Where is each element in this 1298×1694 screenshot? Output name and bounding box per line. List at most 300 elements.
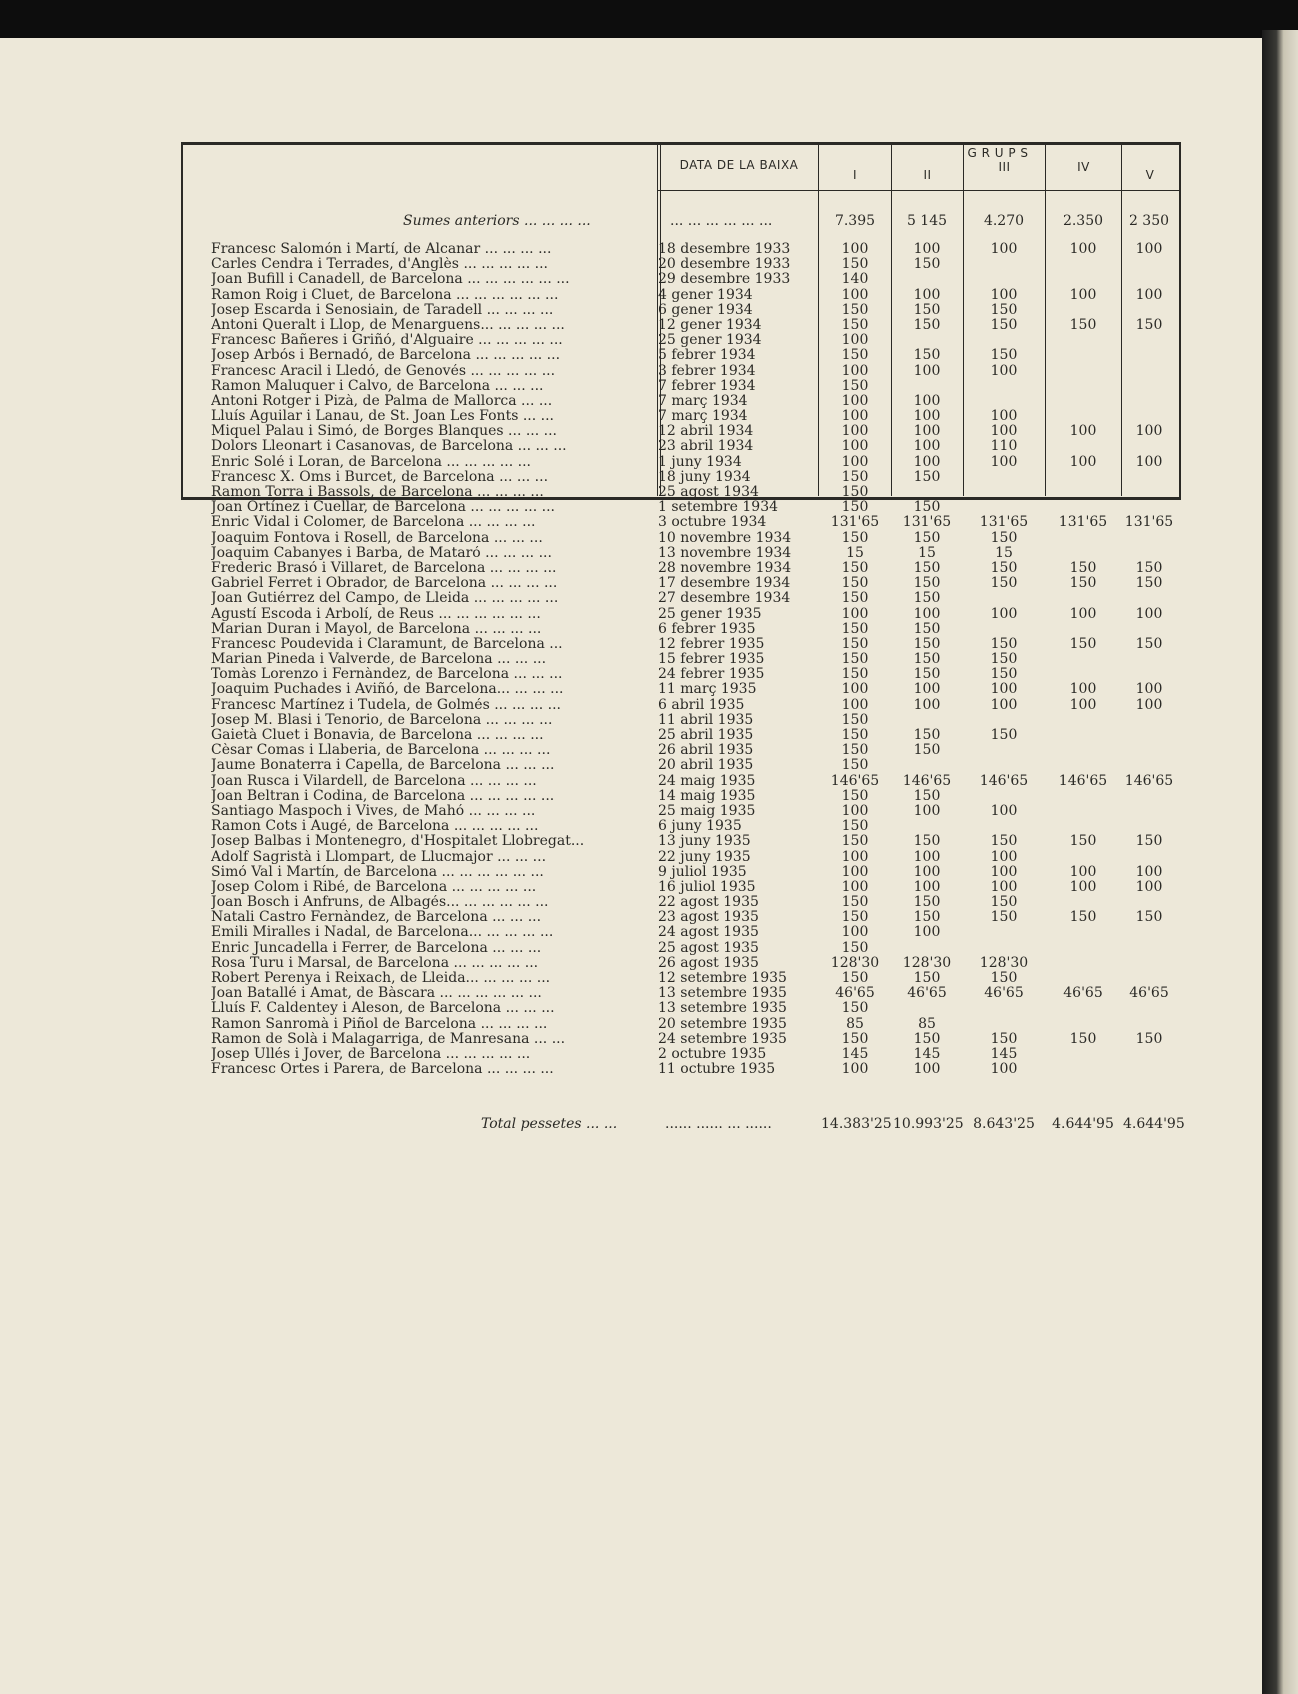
- leave-date: 20 setembre 1935: [658, 1016, 787, 1032]
- group-amount: 150: [841, 635, 869, 652]
- total-value: 8.643'25: [973, 1116, 1035, 1132]
- group-amount: 100: [841, 241, 869, 257]
- table-row: [181, 394, 1179, 409]
- group-amount: 145: [913, 1045, 941, 1062]
- group-amount: 150: [841, 711, 869, 728]
- group-amount: 150: [1069, 909, 1097, 926]
- leave-date: 13 setembre 1935: [658, 986, 787, 1002]
- group-amount: 100: [841, 286, 869, 303]
- group-amount: 150: [1069, 1030, 1097, 1047]
- group-amount: 150: [1135, 575, 1163, 592]
- table-row: [181, 1001, 1179, 1016]
- member-name: Simó Val i Martín, de Barcelona ... ... ... ... ... ...: [211, 864, 544, 880]
- member-name: Agustí Escoda i Arbolí, de Reus ... ... ... ... ... ...: [211, 606, 541, 622]
- leave-date: 11 abril 1935: [658, 712, 754, 728]
- group-amount: 150: [913, 301, 941, 318]
- group-amount: 100: [990, 286, 1018, 303]
- group-amount: 100: [841, 408, 869, 425]
- group-amount: 100: [990, 802, 1018, 819]
- group-amount: 100: [1135, 241, 1163, 257]
- member-name: Ramon Torra i Bassols, de Barcelona ... ... ... ...: [211, 485, 544, 500]
- member-name: Adolf Sagristà i Llompart, de Llucmajor ... ... ...: [211, 849, 547, 865]
- member-name: Frederic Brasó i Villaret, de Barcelona ... ... ... ...: [211, 560, 557, 576]
- previous-sums-date: ... ... ... ... ... ...: [670, 213, 773, 229]
- group-amount: 100: [990, 681, 1018, 698]
- member-name: Cèsar Comas i Llaberia, de Barcelona ... ... ... ...: [211, 743, 551, 759]
- group-amount: 150: [990, 316, 1018, 333]
- group-amount: 150: [913, 909, 941, 926]
- group-amount: 100: [913, 863, 941, 880]
- group-amount: 150: [990, 635, 1018, 652]
- leave-date: 26 agost 1935: [658, 955, 759, 971]
- member-name: Robert Perenya i Reixach, de Lleida... ... ... ... ...: [211, 971, 551, 986]
- group-amount: 100: [1135, 863, 1163, 880]
- group-amount: 85: [918, 1015, 936, 1032]
- table-row: [181, 865, 1179, 880]
- table-row: [181, 789, 1179, 804]
- group-amount: 150: [841, 894, 869, 911]
- group-amount: 150: [841, 818, 869, 835]
- leave-date: 3 febrer 1934: [658, 363, 756, 379]
- group-amount: 131'65: [1058, 514, 1108, 531]
- group-amount: 150: [841, 1030, 869, 1047]
- table-row: [181, 758, 1179, 773]
- member-name: Joan Beltran i Codina, de Barcelona ... ... ... ... ...: [211, 788, 555, 804]
- member-name: Francesc Bañeres i Griñó, d'Alguaire ... ... ... ... ...: [211, 333, 563, 349]
- member-name: Emili Miralles i Nadal, de Barcelona... ... ... ... ...: [211, 925, 554, 941]
- group-amount: 150: [913, 894, 941, 911]
- member-name: Gaietà Cluet i Bonavia, de Barcelona ... ... ... ...: [211, 728, 544, 743]
- page-edge: [1262, 30, 1298, 1694]
- table-row: [181, 333, 1179, 348]
- table-row: [181, 667, 1179, 682]
- group-amount: 100: [990, 408, 1018, 425]
- group-amount: 150: [913, 559, 941, 576]
- group-amount: 100: [1135, 696, 1163, 713]
- group-amount: 150: [913, 742, 941, 759]
- leave-date: 11 octubre 1935: [658, 1062, 776, 1078]
- leave-date: 20 abril 1935: [658, 758, 754, 774]
- group-amount: 150: [913, 575, 941, 592]
- leave-date: 18 desembre 1933: [658, 242, 791, 257]
- previous-sums-label: Sumes anteriors ... ... ... ...: [403, 213, 591, 229]
- member-name: Natali Castro Fernàndez, de Barcelona ... ... ...: [211, 910, 542, 926]
- group-header-i: I: [852, 168, 858, 182]
- member-name: Joan Rusca i Vilardell, de Barcelona ... ... ... ...: [211, 773, 537, 789]
- leave-date: 27 desembre 1934: [658, 591, 791, 607]
- total-label: Total pessetes ... ...: [481, 1116, 618, 1132]
- leave-date: 5 febrer 1934: [658, 348, 756, 364]
- group-amount: 150: [841, 833, 869, 850]
- group-amount: 100: [1069, 605, 1097, 622]
- group-amount: 150: [841, 559, 869, 576]
- table-row: [181, 956, 1179, 971]
- leave-date: 25 agost 1934: [658, 485, 759, 500]
- group-amount: 150: [841, 256, 869, 273]
- group-amount: 100: [841, 924, 869, 941]
- group-amount: 150: [841, 575, 869, 592]
- table-row: [181, 971, 1179, 986]
- table-row: [181, 379, 1179, 394]
- group-amount: 100: [990, 1061, 1018, 1078]
- group-amount: 100: [1069, 681, 1097, 698]
- table-row: [181, 743, 1179, 758]
- member-name: Ramon de Solà i Malagarriga, de Manresana ... ...: [211, 1031, 566, 1047]
- group-amount: 150: [990, 301, 1018, 318]
- member-name: Francesc X. Oms i Burcet, de Barcelona ... ... ...: [211, 469, 549, 485]
- table-row: [181, 637, 1179, 652]
- leave-date: 28 novembre 1934: [658, 560, 792, 576]
- group-amount: 145: [990, 1045, 1018, 1062]
- group-amount: 150: [841, 787, 869, 804]
- group-amount: 100: [913, 423, 941, 440]
- member-name: Josep Arbós i Bernadó, de Barcelona ... ... ... ... ...: [211, 348, 561, 364]
- member-name: Marian Duran i Mayol, de Barcelona ... ... ... ...: [211, 621, 542, 637]
- leave-date: 24 agost 1935: [658, 925, 759, 941]
- table-row: [181, 561, 1179, 576]
- leave-date: 7 març 1934: [658, 393, 748, 409]
- group-amount: 150: [1135, 909, 1163, 926]
- leave-date: 24 febrer 1935: [658, 667, 765, 683]
- leave-date: 11 març 1935: [658, 682, 757, 698]
- member-name: Josep Colom i Ribé, de Barcelona ... ... ... ... ...: [211, 879, 537, 895]
- group-amount: 100: [990, 423, 1018, 440]
- leave-date: 12 setembre 1935: [658, 971, 787, 986]
- group-amount: 100: [841, 362, 869, 379]
- leave-date: 24 maig 1935: [658, 773, 756, 789]
- leave-date: 24 setembre 1935: [658, 1031, 787, 1047]
- table-row: [181, 485, 1179, 500]
- group-amount: 100: [990, 878, 1018, 895]
- group-amount: 150: [841, 468, 869, 485]
- group-amount: 150: [913, 529, 941, 546]
- member-name: Joan Gutiérrez del Campo, de Lleida ... ... ... ... ...: [211, 591, 559, 607]
- member-name: Josep Ullés i Jover, de Barcelona ... ... ... ... ...: [211, 1046, 531, 1062]
- member-name: Enric Solé i Loran, de Barcelona ... ... ... ... ...: [211, 454, 531, 470]
- group-amount: 100: [913, 392, 941, 409]
- leave-date: 20 desembre 1933: [658, 257, 791, 273]
- group-amount: 100: [841, 878, 869, 895]
- table-row: [181, 986, 1179, 1001]
- group-amount: 128'30: [979, 954, 1029, 971]
- total-value: 14.383'25: [821, 1116, 892, 1132]
- group-amount: 150: [913, 499, 941, 516]
- member-name: Francesc Aracil i Lledó, de Genovés ... ... ... ... ...: [211, 363, 556, 379]
- member-name: Ramon Maluquer i Calvo, de Barcelona ... ... ...: [211, 378, 544, 394]
- group-amount: 100: [841, 863, 869, 880]
- table-row: [181, 622, 1179, 637]
- table-row: [181, 515, 1179, 530]
- member-name: Francesc Ortes i Parera, de Barcelona ... ... ... ...: [211, 1062, 554, 1078]
- group-amount: 100: [990, 605, 1018, 622]
- leave-date: 2 octubre 1935: [658, 1046, 767, 1062]
- table-row: [181, 576, 1179, 591]
- group-amount: 150: [841, 377, 869, 394]
- table-row: [181, 850, 1179, 865]
- table-row: [181, 728, 1179, 743]
- group-amount: 150: [913, 468, 941, 485]
- member-rows: [181, 242, 1179, 1077]
- group-amount: 131'65: [1124, 514, 1174, 531]
- total-row: [181, 1116, 1185, 1132]
- group-amount: 146'65: [902, 772, 952, 789]
- previous-sum-value: 5 145: [906, 213, 948, 229]
- group-amount: 100: [841, 802, 869, 819]
- leave-date: 22 agost 1935: [658, 895, 759, 911]
- leave-date: 1 juny 1934: [658, 454, 742, 470]
- group-amount: 46'65: [835, 985, 875, 1002]
- leave-date: 16 juliol 1935: [658, 879, 756, 895]
- leave-date: 13 juny 1935: [658, 834, 751, 850]
- leave-date: 23 agost 1935: [658, 910, 759, 926]
- total-value: 10.993'25: [893, 1116, 964, 1132]
- group-amount: 100: [1069, 241, 1097, 257]
- group-amount: 100: [913, 438, 941, 455]
- table-row: [181, 470, 1179, 485]
- group-amount: 100: [913, 802, 941, 819]
- group-amount: 100: [1135, 878, 1163, 895]
- table-row: [181, 591, 1179, 606]
- group-amount: 150: [913, 347, 941, 364]
- leave-date: 29 desembre 1933: [658, 272, 791, 288]
- group-amount: 150: [913, 590, 941, 607]
- group-amount: 100: [990, 863, 1018, 880]
- group-amount: 150: [990, 666, 1018, 683]
- member-name: Josep Balbas i Montenegro, d'Hospitalet Llobregat...: [211, 834, 585, 850]
- group-amount: 100: [841, 696, 869, 713]
- member-name: Lluís F. Caldentey i Aleson, de Barcelona ... ... ...: [211, 1001, 555, 1017]
- group-amount: 150: [913, 970, 941, 986]
- table-row: [181, 819, 1179, 834]
- table-row: [181, 546, 1179, 561]
- table-row: [181, 1047, 1179, 1062]
- group-amount: 150: [841, 301, 869, 318]
- member-name: Antoni Queralt i Llop, de Menarguens... ... ... ... ...: [211, 317, 565, 333]
- leave-date: 4 gener 1934: [658, 287, 753, 303]
- member-name: Ramon Sanromà i Piñol de Barcelona ... ... ... ...: [211, 1016, 548, 1032]
- group-amount: 15: [995, 544, 1013, 561]
- member-name: Ramon Cots i Augé, de Barcelona ... ... ... ... ...: [211, 819, 539, 835]
- group-amount: 150: [990, 970, 1018, 986]
- leave-date: 25 gener 1935: [658, 606, 762, 622]
- member-name: Ramon Roig i Cluet, de Barcelona ... ... ... ... ... ...: [211, 287, 559, 303]
- total-value: 4.644'95: [1052, 1116, 1114, 1132]
- group-amount: 100: [990, 453, 1018, 470]
- leave-date: 9 juliol 1935: [658, 864, 747, 880]
- group-amount: 46'65: [907, 985, 947, 1002]
- table-row: [181, 941, 1179, 956]
- group-amount: 150: [1135, 316, 1163, 333]
- group-amount: 100: [841, 438, 869, 455]
- leave-date: 10 novembre 1934: [658, 530, 792, 546]
- member-name: Joan Bosch i Anfruns, de Albagés... ... ... ... ... ...: [211, 895, 549, 911]
- leave-date: 13 novembre 1934: [658, 545, 792, 561]
- group-amount: 150: [913, 635, 941, 652]
- group-amount: 100: [1069, 286, 1097, 303]
- leave-date: 6 abril 1935: [658, 697, 745, 713]
- group-header-iii: III: [998, 160, 1011, 174]
- leave-date: 7 març 1934: [658, 409, 748, 425]
- group-amount: 150: [841, 620, 869, 637]
- member-name: Joan Ortínez i Cuellar, de Barcelona ... ... ... ... ...: [211, 500, 555, 516]
- group-amount: 150: [913, 651, 941, 668]
- leave-date: 3 octubre 1934: [658, 515, 767, 531]
- leave-date: 25 abril 1935: [658, 728, 754, 743]
- table-row: [181, 257, 1179, 272]
- group-amount: 100: [913, 878, 941, 895]
- table-row: [181, 652, 1179, 667]
- leave-date: 23 abril 1934: [658, 439, 754, 455]
- group-amount: 100: [1069, 696, 1097, 713]
- group-amount: 110: [990, 438, 1018, 455]
- table-row: [181, 409, 1179, 424]
- group-amount: 150: [841, 347, 869, 364]
- leave-date: 14 maig 1935: [658, 788, 756, 804]
- group-amount: 150: [913, 316, 941, 333]
- member-name: Marian Pineda i Valverde, de Barcelona ... ... ...: [211, 652, 547, 668]
- group-amount: 150: [990, 833, 1018, 850]
- member-name: Rosa Turu i Marsal, de Barcelona ... ... ... ... ...: [211, 955, 539, 971]
- leave-date: 6 febrer 1935: [658, 621, 756, 637]
- group-amount: 150: [913, 727, 941, 743]
- member-name: Francesc Poudevida i Claramunt, de Barcelona ...: [211, 636, 563, 652]
- group-amount: 131'65: [902, 514, 952, 531]
- table-row: [181, 272, 1179, 287]
- group-header-v: V: [1145, 168, 1155, 182]
- group-amount: 150: [990, 894, 1018, 911]
- group-amount: 146'65: [979, 772, 1029, 789]
- group-amount: 150: [1135, 1030, 1163, 1047]
- group-amount: 100: [1069, 878, 1097, 895]
- group-amount: 150: [841, 590, 869, 607]
- group-amount: 150: [990, 727, 1018, 743]
- group-amount: 100: [841, 681, 869, 698]
- group-amount: 150: [990, 651, 1018, 668]
- previous-sum-value: 7.395: [834, 213, 876, 229]
- group-amount: 150: [990, 347, 1018, 364]
- group-amount: 100: [913, 241, 941, 257]
- leave-date: 26 abril 1935: [658, 743, 754, 759]
- table-row: [181, 364, 1179, 379]
- leave-date: 6 juny 1935: [658, 819, 742, 835]
- member-name: Enric Vidal i Colomer, de Barcelona ... ... ... ...: [211, 515, 536, 531]
- group-amount: 140: [841, 271, 869, 288]
- group-amount: 100: [913, 408, 941, 425]
- previous-sums-row: [181, 214, 1179, 229]
- table-row: [181, 880, 1179, 895]
- leave-date: 12 abril 1934: [658, 424, 754, 440]
- table-row: [181, 774, 1179, 789]
- group-amount: 150: [1069, 559, 1097, 576]
- group-amount: 150: [913, 256, 941, 273]
- table-row: [181, 318, 1179, 333]
- group-amount: 100: [913, 848, 941, 865]
- group-amount: 150: [990, 529, 1018, 546]
- group-amount: 100: [913, 286, 941, 303]
- group-amount: 100: [913, 362, 941, 379]
- grups-header: G R U P S: [967, 146, 1029, 160]
- group-amount: 100: [913, 1061, 941, 1078]
- group-amount: 131'65: [979, 514, 1029, 531]
- group-amount: 100: [841, 453, 869, 470]
- group-header-iv: IV: [1077, 160, 1090, 174]
- group-amount: 150: [913, 787, 941, 804]
- table-row: [181, 1032, 1179, 1047]
- table-row: [181, 804, 1179, 819]
- group-amount: 150: [841, 757, 869, 774]
- member-name: Joan Batallé i Amat, de Bàscara ... ... ... ... ... ...: [211, 986, 542, 1002]
- member-name: Francesc Salomón i Martí, de Alcanar ... ... ... ...: [211, 242, 552, 257]
- leave-date: 18 juny 1934: [658, 469, 751, 485]
- table-row: [181, 303, 1179, 318]
- member-name: Jaume Bonaterra i Capella, de Barcelona ... ... ...: [211, 758, 555, 774]
- group-amount: 150: [841, 1000, 869, 1017]
- member-name: Joaquim Fontova i Rosell, de Barcelona ... ... ...: [211, 530, 543, 546]
- member-name: Joan Bufill i Canadell, de Barcelona ... ... ... ... ... ...: [211, 272, 570, 288]
- group-amount: 15: [918, 544, 936, 561]
- group-amount: 100: [841, 605, 869, 622]
- member-name: Antoni Rotger i Pizà, de Palma de Mallorca ... ...: [211, 393, 553, 409]
- member-name: Josep Escarda i Senosiain, de Taradell ... ... ... ...: [211, 302, 554, 318]
- leave-date: 25 agost 1935: [658, 940, 759, 956]
- table-row: [181, 925, 1179, 940]
- group-amount: 150: [841, 909, 869, 926]
- date-column-header: DATA DE LA BAIXA: [679, 158, 799, 172]
- previous-sum-value: 4.270: [983, 213, 1025, 229]
- group-amount: 150: [1069, 833, 1097, 850]
- group-amount: 85: [846, 1015, 864, 1032]
- group-amount: 150: [841, 727, 869, 743]
- group-amount: 100: [990, 848, 1018, 865]
- table-row: [181, 895, 1179, 910]
- previous-sum-value: 2 350: [1128, 213, 1170, 229]
- group-amount: 100: [841, 1061, 869, 1078]
- group-amount: 100: [1135, 423, 1163, 440]
- header-rule: [657, 190, 1179, 191]
- member-name: Carles Cendra i Terrades, d'Anglès ... ... ... ... ...: [211, 257, 548, 273]
- member-name: Josep M. Blasi i Tenorio, de Barcelona ... ... ... ...: [211, 712, 553, 728]
- group-amount: 150: [1135, 833, 1163, 850]
- group-amount: 100: [1069, 453, 1097, 470]
- group-amount: 150: [1135, 635, 1163, 652]
- group-amount: 150: [990, 909, 1018, 926]
- leave-date: 12 gener 1934: [658, 317, 762, 333]
- total-value: 4.644'95: [1123, 1116, 1185, 1132]
- member-name: Joaquim Cabanyes i Barba, de Mataró ... ... ... ...: [211, 545, 552, 561]
- group-amount: 100: [841, 392, 869, 409]
- table-row: [181, 455, 1179, 470]
- contributions-table: [181, 142, 1185, 1132]
- group-amount: 150: [841, 651, 869, 668]
- group-amount: 100: [990, 362, 1018, 379]
- group-amount: 100: [1069, 423, 1097, 440]
- group-amount: 146'65: [1058, 772, 1108, 789]
- group-amount: 128'30: [902, 954, 952, 971]
- group-amount: 150: [841, 484, 869, 500]
- group-amount: 150: [841, 742, 869, 759]
- member-name: Miquel Palau i Simó, de Borges Blanques ... ... ...: [211, 424, 558, 440]
- previous-sum-value: 2.350: [1062, 213, 1104, 229]
- member-name: Santiago Maspoch i Vives, de Mahó ... ... ... ...: [211, 803, 536, 819]
- table-row: [181, 500, 1179, 515]
- member-name: Joaquim Puchades i Aviñó, de Barcelona... ... ... ...: [211, 682, 564, 698]
- table-row: [181, 531, 1179, 546]
- leave-date: 12 febrer 1935: [658, 636, 765, 652]
- group-amount: 150: [990, 1030, 1018, 1047]
- leave-date: 7 febrer 1934: [658, 378, 756, 394]
- group-amount: 100: [913, 605, 941, 622]
- leave-date: 13 setembre 1935: [658, 1001, 787, 1017]
